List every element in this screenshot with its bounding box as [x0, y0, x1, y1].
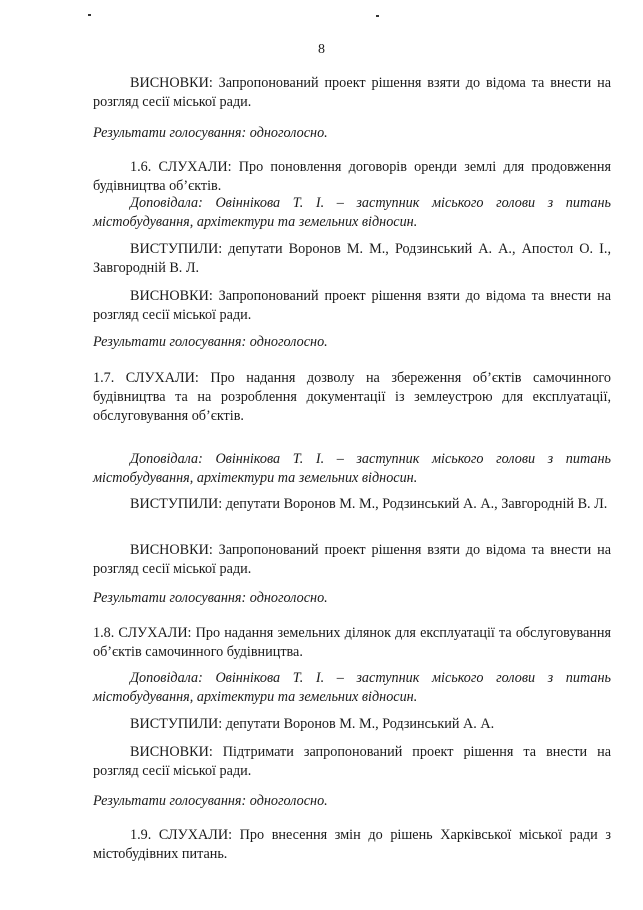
speaker-paragraph: Доповідала: Овіннікова Т. І. – заступник міського голови з питань містобудування, архітектури та земельних відносин.: [93, 670, 611, 705]
voting-result: Результати голосування: одноголосно.: [93, 334, 328, 350]
spoke-paragraph: ВИСТУПИЛИ: депутати Воронов М. М., Родзинський А. А., Завгородній В. Л.: [130, 496, 608, 512]
agenda-item-1-6: 1.6. СЛУХАЛИ: Про поновлення договорів оренди землі для продовження будівництва об’єктів.: [93, 159, 611, 194]
voting-result: Результати голосування: одноголосно.: [93, 125, 328, 141]
page-number: 8: [318, 42, 325, 57]
scan-speck: [376, 15, 379, 17]
voting-result: Результати голосування: одноголосно.: [93, 590, 328, 606]
scan-speck: [88, 14, 91, 16]
conclusion-paragraph: ВИСНОВКИ: Запропонований проект рішення взяти до відома та внести на розгляд сесії міської ради.: [93, 288, 611, 323]
speaker-paragraph: Доповідала: Овіннікова Т. І. – заступник міського голови з питань містобудування, архітектури та земельних відносин.: [93, 195, 611, 230]
conclusion-paragraph: ВИСНОВКИ: Запропонований проект рішення взяти до відома та внести на розгляд сесії міської ради.: [93, 75, 611, 110]
conclusion-paragraph: ВИСНОВКИ: Підтримати запропонований проект рішення та внести на розгляд сесії міської ради.: [93, 744, 611, 779]
agenda-item-1-7: 1.7. СЛУХАЛИ: Про надання дозволу на збереження об’єктів самочинного будівництва та на розроблення документації із землеустрою для експлуатації, обслуговування об’єктів.: [93, 370, 611, 424]
conclusion-paragraph: ВИСНОВКИ: Запропонований проект рішення взяти до відома та внести на розгляд сесії міської ради.: [93, 542, 611, 577]
spoke-paragraph: ВИСТУПИЛИ: депутати Воронов М. М., Родзинський А. А.: [130, 716, 495, 732]
voting-result: Результати голосування: одноголосно.: [93, 793, 328, 809]
agenda-item-1-9: 1.9. СЛУХАЛИ: Про внесення змін до рішень Харківської міської ради з містобудівних питань.: [93, 827, 611, 862]
spoke-paragraph: ВИСТУПИЛИ: депутати Воронов М. М., Родзинський А. А., Апостол О. І., Завгородній В. Л.: [93, 241, 611, 276]
speaker-paragraph: Доповідала: Овіннікова Т. І. – заступник міського голови з питань містобудування, архітектури та земельних відносин.: [93, 451, 611, 486]
agenda-item-1-8: 1.8. СЛУХАЛИ: Про надання земельних ділянок для експлуатації та обслуговування об’єктів самочинного будівництва.: [93, 625, 611, 660]
